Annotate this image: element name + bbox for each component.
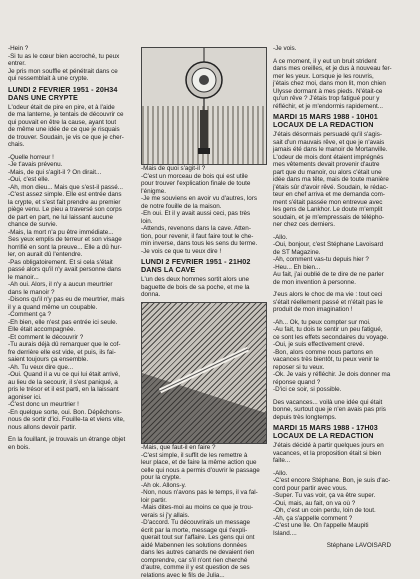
paragraph: J'étais décidé à partir quelques jours en vacances, et la proposition était si bien faite...	[273, 442, 384, 464]
section-heading-crypte: LUNDI 2 FEVRIER 1951 - 20H34 DANS UNE CRYPTE	[8, 84, 118, 102]
paragraph: J'étais désormais persuadé qu'il s'agis- sait d'un mauvais rêve, et que je n'avais jamais été dans le manoir de Mortanville. L'odeur de mois dont étaient imprégnés mes vêtements devait provenir d'autre part que du manoir, ou alors c'était une idée dans ma tête, mais de toute manière j'étais sûr d'avoir rêvé. Soudain, le rédac- teur en chef arriva et me demanda com- ment s'était passée mon entrevue avec les gens de Lankhor. Le doute m'emplit soudain, et je m'empressais de télépho- ner chez ces derniers.	[273, 131, 389, 228]
dialogue-text: -Mais de quoi s'agit-il ? -C'est un morceau de bois qui est utile pour trouver l'explication finale de toute l'énigme. -Je me souviens en avoir vu d'autres, lors de notre fouille de la maison. -Eh oui. Et il y avait aussi ceci, pas très loin. -Attends, revenons dans la cave. Atten- tion, pour revenir, il faut faire tout le che- min inverse, dans tous les sens du terme. -Je vois ce que tu veux dire !	[141, 165, 258, 255]
paragraph: En la fouillant, je trouvais un étrange objet en bois.	[8, 436, 126, 451]
stick-illustration	[142, 303, 266, 443]
intro-text: -Hein ? -Si tu as le cœur bien accroché, tu peux entrer. Je pris mon souffle et pénétrait dans ce qui ressemblait à une crypte.	[8, 45, 120, 82]
section-heading-redaction-1: MARDI 15 MARS 1988 - 10H01 LOCAUX DE LA REDACTION	[273, 112, 378, 129]
illustration-hanging-object	[141, 47, 267, 165]
dialogue-text: -Allo. -C'est encore Stéphane. Bon, je suis d'ac- cord pour partir avec vous. -Super. Tu vas voir, ça va être super. -Oui, mais, au fait, on va où ? -Oh, c'est un coin perdu, loin de tout. -Ah, ça s'appelle comment ? -C'est une île. On l'appelle Maupiti Island....	[273, 469, 391, 537]
paragraph: J'eus alors le choc de ma vie : tout ceci s'était réellement passé et n'était pas le produit de mon imagination !	[273, 291, 383, 313]
section-heading-cave: LUNDI 2 FEVRIER 1951 - 21H02 DANS LA CAVE	[141, 257, 251, 274]
amulet-illustration	[142, 48, 266, 164]
dialogue-text: -Quelle horreur ! -Je t'avais prévenu. -Mais, de qui s'agit-il ? On dirait... -Oui, c'est elle. -Ah, mon dieu... Mais que s'est-il passé... -C'est assez simple. Elle est entrée dans la crypte, et s'est fait prendre au premier piège venu. Le pieu a traversé son corps de part en part, ne lui laissant aucune chance de survie. -Mais, la mort n'a pu être immédiate... Ses yeux emplis de terreur et son visage horrifié en sont la preuve... Elle a dû hur- ler, on aurait dû l'entendre. -Pas obligatoirement. Et si cela s'était passé alors qu'il n'y avait personne dans le manoir... -Ah oui. Alors, il n'y a aucun meurtrier dans le manoir ? -Disons qu'il n'y pas eu de meurtrier, mais il y a quand même un coupable. -Comment ça ? -Eh bien, elle n'est pas entrée ici seule. Elle était accompagnée. -Et comment le découvrir ? -Tu aurais déjà dû remarquer que le cof- fre derrière elle est vide, et puis, ils fai- saient toujours ça ensemble. -Ah. Tu veux dire que... -Oui. Quand il a vu ce qui lui était arrivé, au lieu de la secourir, il s'est paniqué, a pris le trésor et il est parti, en la laissant agoniser ici. -C'est donc un meurtrier ! -En quelque sorte, oui. Bon. Dépêchons- nous de sortir d'ici. Fouille-ta et viens vite, nous allons devoir partir.	[8, 153, 125, 431]
section-heading-redaction-2: MARDI 15 MARS 1988 - 17H03 LOCAUX DE LA REDACTION	[273, 423, 378, 440]
dialogue-text: -Ah... Ok, tu peux compter sur moi. -Au fait, tu dois te sentir un peu fatigué, ce sont les effets secondaires du voyage. -Oui, je suis effectivement crevé. -Bon, alors comme nous partons en vacances très bientôt, tu peux venir te reposer si tu veux. -Ok. Je vais y réfléchir. Je dois donner ma réponse quand ? -D'ici ce soir, si possible.	[273, 318, 391, 393]
dialogue-text: -Mais, que faut-il en faire ? -C'est simple, il suffit de les remettre à leur place, et de faire la même action que celle qui nous a permis d'ouvrir le passage pour la crypte. -Ah ok. Allons-y. -Non, nous n'avons pas le temps, il va fal- loir partir. -Mais dites-moi au moins ce que je trou- verais si j'y allais. -D'accord. Tu découvrirais un message écrit par la morte, message qui t'expli- querait tout sur l'affaire. Les gens qui ont aidé Mabennen les solutions données dans les autres canards ne devaient rien comprendre, car s'il n'ont rien cherché d'autre, comme il y est question de ses relations avec le fils de Julia...	[141, 444, 260, 579]
illustration-wooden-stick	[141, 302, 267, 444]
column-middle-lower	[141, 444, 267, 579]
paragraph: L'un des deux hommes sortit alors une baguette de bois de sa poche, et me la donna.	[141, 276, 250, 298]
paragraph: A ce moment, il y eut un bruit strident dans mes oreilles, et je dus à nouveau fer- mer les yeux. Lorsque je les rouvris, j'étais chez moi, dans mon lit, mon chien Ulysse dormant à mes pieds. N'était-ce qu'un rêve ? J'étais trop fatigué pour y réfléchir, et je m'endormis rapidement...	[273, 57, 392, 110]
column-left	[8, 45, 136, 451]
author-signature: Stéphane LAVOISARD	[326, 542, 391, 549]
paragraph: L'odeur était de pire en pire, et à l'aide de ma lanterne, je tentais de découvrir ce qui pouvait en être la cause, ayant tout de même une idée de ce que je risquais de trouver. Soudain, je vis ce que je cher- chais.	[8, 103, 124, 148]
dialogue-text: -Je vois.	[273, 45, 297, 52]
paragraph: Des vacances... voilà une idée qui était bonne, surtout que je n'en avais pas pris depuis très longtemps.	[273, 398, 386, 421]
column-middle	[141, 165, 267, 299]
dialogue-text: -Allo. -Oui, bonjour, c'est Stéphane Lavoisard de ST Magazine. -Ah, comment vas-tu depuis hier ? -Heu... Eh bien... Au fait, j'ai oublié de te dire de ne parler de mon invention à personne.	[273, 233, 384, 286]
column-right	[273, 45, 413, 550]
